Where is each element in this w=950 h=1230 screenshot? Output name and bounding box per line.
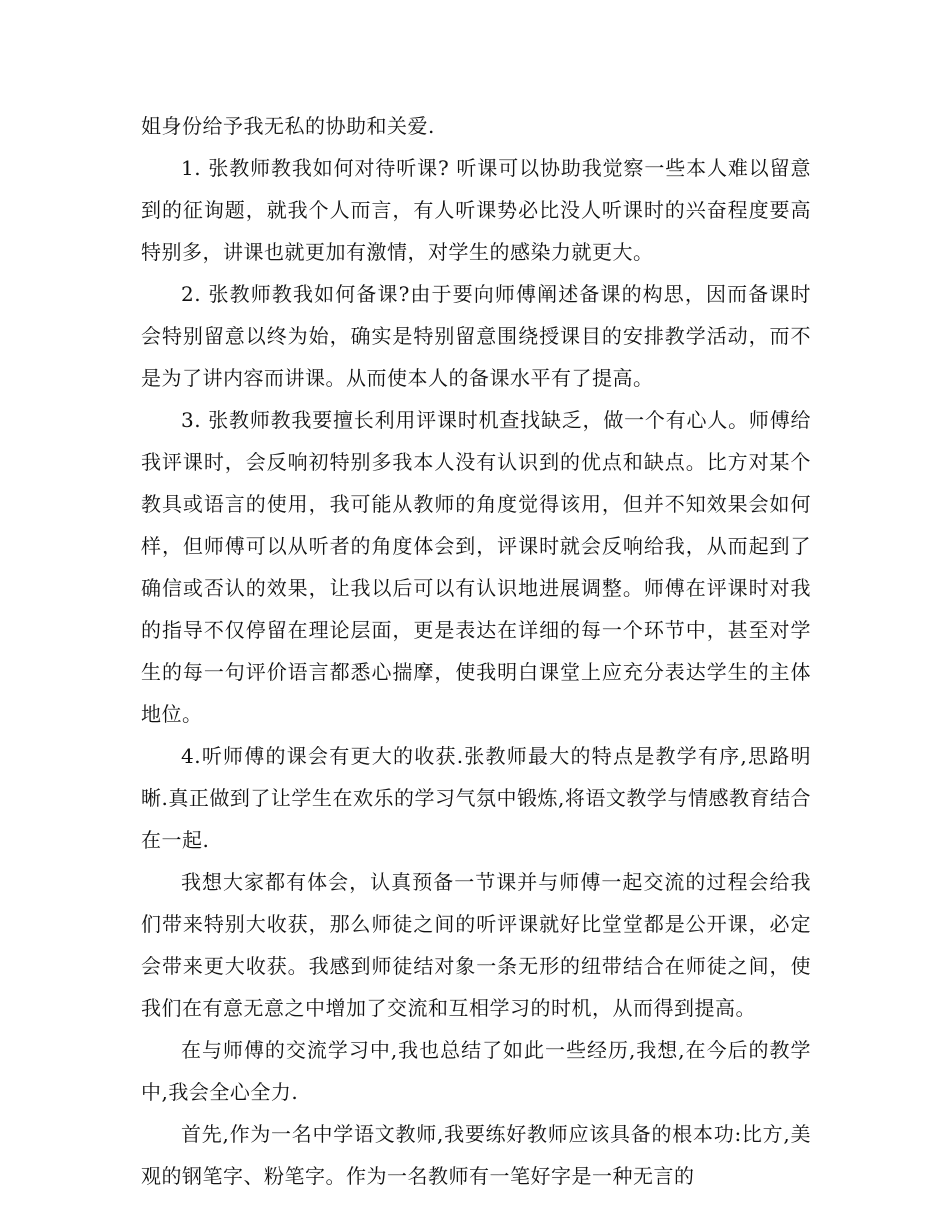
paragraph-item-2: 2. 张教师教我如何备课?由于要向师傅阐述备课的构思，因而备课时会特别留意以终为始，确实是特别留意围绕授课目的安排教学活动，而不是为了讲内容而讲课。从而使本人的备课水平有了提高。 [141, 282, 811, 390]
paragraph-item-4: 4.听师傅的课会有更大的收获.张教师最大的特点是教学有序,思路明晰.真正做到了让学生在欢乐的学习气氛中锻炼,将语文教学与情感教育结合在一起. [141, 744, 811, 852]
paragraph-continuation: 姐身份给予我无私的协助和关爱. [141, 114, 435, 138]
paragraph-item-1: 1. 张教师教我如何对待听课? 听课可以协助我觉察一些本人难以留意到的征询题，就我个人而言，有人听课势必比没人听课时的兴奋程度要高特别多，讲课也就更加有激情，对学生的感染力就更大。 [141, 156, 811, 264]
paragraph-first-point: 首先,作为一名中学语文教师,我要练好教师应该具备的根本功:比方,美观的钢笔字、粉笔字。作为一名教师有一笔好字是一种无言的 [141, 1122, 811, 1188]
document-body [141, 105, 811, 1197]
paragraph-reflection: 我想大家都有体会，认真预备一节课并与师傅一起交流的过程会给我们带来特别大收获，那么师徒之间的听评课就好比堂堂都是公开课，必定会带来更大收获。我感到师徒结对象一条无形的纽带结合在师徒之间，使我们在有意无意之中增加了交流和互相学习的时机，从而得到提高。 [141, 870, 811, 1020]
paragraph-summary: 在与师傅的交流学习中,我也总结了如此一些经历,我想,在今后的教学中,我会全心全力. [141, 1038, 811, 1104]
paragraph-item-3: 3. 张教师教我要擅长利用评课时机查找缺乏，做一个有心人。师傅给我评课时，会反响初特别多我本人没有认识到的优点和缺点。比方对某个教具或语言的使用，我可能从教师的角度觉得该用，但并不知效果会如何样，但师傅可以从听者的角度体会到，评课时就会反响给我，从而起到了确信或否认的效果，让我以后可以有认识地进展调整。师傅在评课时对我的指导不仅停留在理论层面，更是表达在详细的每一个环节中，甚至对学生的每一句评价语言都悉心揣摩，使我明白课堂上应充分表达学生的主体地位。 [141, 408, 811, 726]
